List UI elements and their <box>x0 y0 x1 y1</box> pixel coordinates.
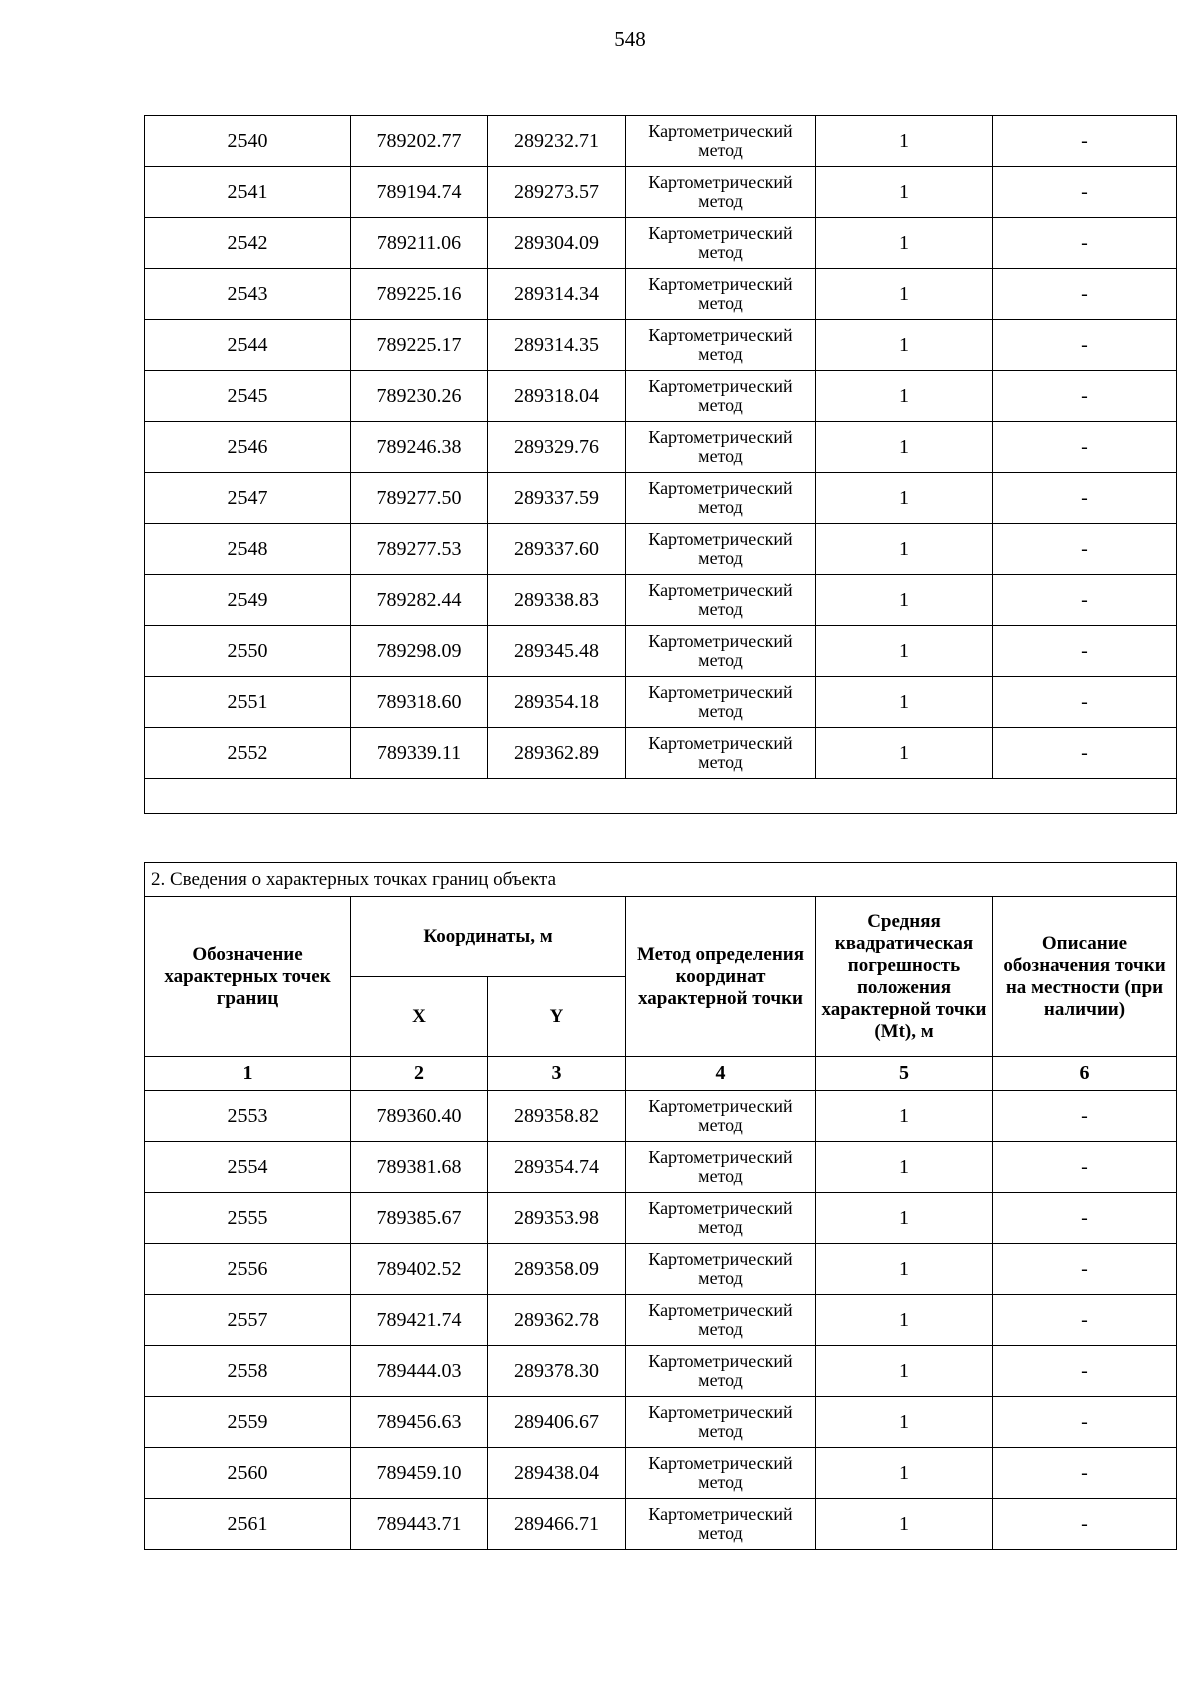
point-id-cell: 2543 <box>145 269 351 320</box>
method-text: Картометрический <box>648 427 793 447</box>
coordinates-table-continued <box>144 115 1177 814</box>
method-cell <box>626 524 816 575</box>
table-row <box>145 473 1177 524</box>
method-cell <box>626 218 816 269</box>
x-coordinate-cell: 789211.06 <box>351 218 488 269</box>
y-coordinate-cell: 289329.76 <box>488 422 626 473</box>
table-row <box>145 1142 1177 1193</box>
x-coordinate-cell: 789225.16 <box>351 269 488 320</box>
method-text: метод <box>698 1523 743 1543</box>
x-coordinate-cell: 789444.03 <box>351 1346 488 1397</box>
section-title: 2. Сведения о характерных точках границ объекта <box>145 863 1177 897</box>
x-coordinate-cell: 789443.71 <box>351 1499 488 1550</box>
table-row <box>145 728 1177 779</box>
description-cell: - <box>993 626 1177 677</box>
y-coordinate-cell: 289362.78 <box>488 1295 626 1346</box>
accuracy-cell: 1 <box>816 422 993 473</box>
point-id-cell: 2541 <box>145 167 351 218</box>
y-coordinate-cell: 289353.98 <box>488 1193 626 1244</box>
point-id-cell: 2557 <box>145 1295 351 1346</box>
point-id-cell: 2550 <box>145 626 351 677</box>
accuracy-cell: 1 <box>816 1295 993 1346</box>
accuracy-cell: 1 <box>816 167 993 218</box>
empty-cell <box>145 779 1177 814</box>
method-text: Картометрический <box>648 1198 793 1218</box>
point-id-cell: 2561 <box>145 1499 351 1550</box>
x-coordinate-cell: 789298.09 <box>351 626 488 677</box>
method-cell <box>626 1244 816 1295</box>
accuracy-cell: 1 <box>816 320 993 371</box>
method-text: Картометрический <box>648 325 793 345</box>
column-number: 2 <box>351 1057 488 1091</box>
description-cell: - <box>993 1091 1177 1142</box>
page-number: 548 <box>614 27 646 51</box>
x-coordinate-cell: 789385.67 <box>351 1193 488 1244</box>
y-coordinate-cell: 289273.57 <box>488 167 626 218</box>
header-accuracy: Средняя квадратическая погрешность положения характерной точки (Mt), м <box>816 897 993 1057</box>
point-id-cell: 2552 <box>145 728 351 779</box>
y-coordinate-cell: 289318.04 <box>488 371 626 422</box>
method-text: метод <box>698 548 743 568</box>
x-coordinate-cell: 789360.40 <box>351 1091 488 1142</box>
column-number: 5 <box>816 1057 993 1091</box>
method-cell <box>626 1448 816 1499</box>
method-cell <box>626 1397 816 1448</box>
column-number: 1 <box>145 1057 351 1091</box>
y-coordinate-cell: 289345.48 <box>488 626 626 677</box>
description-cell: - <box>993 473 1177 524</box>
method-text: метод <box>698 242 743 262</box>
y-coordinate-cell: 289232.71 <box>488 116 626 167</box>
characteristic-points-table <box>144 862 1177 1550</box>
point-id-cell: 2559 <box>145 1397 351 1448</box>
accuracy-cell: 1 <box>816 116 993 167</box>
table-row <box>145 1448 1177 1499</box>
x-coordinate-cell: 789402.52 <box>351 1244 488 1295</box>
accuracy-cell: 1 <box>816 1193 993 1244</box>
method-text: метод <box>698 293 743 313</box>
y-coordinate-cell: 289358.82 <box>488 1091 626 1142</box>
method-text: метод <box>698 1472 743 1492</box>
method-cell <box>626 677 816 728</box>
method-text: Картометрический <box>648 1504 793 1524</box>
method-text: метод <box>698 1115 743 1135</box>
y-coordinate-cell: 289314.34 <box>488 269 626 320</box>
characteristic-points-body <box>145 1091 1177 1550</box>
method-cell <box>626 371 816 422</box>
method-text: Картометрический <box>648 682 793 702</box>
table-row <box>145 1499 1177 1550</box>
point-id-cell: 2540 <box>145 116 351 167</box>
x-coordinate-cell: 789381.68 <box>351 1142 488 1193</box>
x-coordinate-cell: 789230.26 <box>351 371 488 422</box>
description-cell: - <box>993 1142 1177 1193</box>
point-id-cell: 2547 <box>145 473 351 524</box>
accuracy-cell: 1 <box>816 677 993 728</box>
method-cell <box>626 1499 816 1550</box>
table-row <box>145 269 1177 320</box>
table-row <box>145 1295 1177 1346</box>
table-row <box>145 575 1177 626</box>
table-row <box>145 116 1177 167</box>
method-text: Картометрический <box>648 1453 793 1473</box>
accuracy-cell: 1 <box>816 1346 993 1397</box>
description-cell: - <box>993 1397 1177 1448</box>
method-cell <box>626 1295 816 1346</box>
description-cell: - <box>993 677 1177 728</box>
x-coordinate-cell: 789246.38 <box>351 422 488 473</box>
description-cell: - <box>993 728 1177 779</box>
y-coordinate-cell: 289354.18 <box>488 677 626 728</box>
method-text: метод <box>698 446 743 466</box>
description-cell: - <box>993 1346 1177 1397</box>
x-coordinate-cell: 789339.11 <box>351 728 488 779</box>
table-header <box>145 863 1177 1091</box>
y-coordinate-cell: 289438.04 <box>488 1448 626 1499</box>
column-numbers-row <box>145 1057 1177 1091</box>
accuracy-cell: 1 <box>816 371 993 422</box>
description-cell: - <box>993 1244 1177 1295</box>
method-text: Картометрический <box>648 376 793 396</box>
y-coordinate-cell: 289338.83 <box>488 575 626 626</box>
table-row <box>145 320 1177 371</box>
table-row <box>145 167 1177 218</box>
table-row <box>145 1346 1177 1397</box>
method-text: Картометрический <box>648 274 793 294</box>
empty-row <box>145 779 1177 814</box>
method-text: метод <box>698 752 743 772</box>
method-cell <box>626 167 816 218</box>
method-cell <box>626 422 816 473</box>
header-description: Описание обозначения точки на местности (при наличии) <box>993 897 1177 1057</box>
x-coordinate-cell: 789459.10 <box>351 1448 488 1499</box>
description-cell: - <box>993 422 1177 473</box>
point-id-cell: 2549 <box>145 575 351 626</box>
point-id-cell: 2551 <box>145 677 351 728</box>
method-text: метод <box>698 140 743 160</box>
y-coordinate-cell: 289362.89 <box>488 728 626 779</box>
accuracy-cell: 1 <box>816 524 993 575</box>
description-cell: - <box>993 1499 1177 1550</box>
table-row <box>145 626 1177 677</box>
method-cell <box>626 473 816 524</box>
point-id-cell: 2555 <box>145 1193 351 1244</box>
y-coordinate-cell: 289337.60 <box>488 524 626 575</box>
header-coordinates: Координаты, м <box>351 897 626 977</box>
point-id-cell: 2544 <box>145 320 351 371</box>
method-text: метод <box>698 650 743 670</box>
method-text: метод <box>698 1166 743 1186</box>
method-cell <box>626 269 816 320</box>
method-text: Картометрический <box>648 1096 793 1116</box>
accuracy-cell: 1 <box>816 728 993 779</box>
x-coordinate-cell: 789277.50 <box>351 473 488 524</box>
y-coordinate-cell: 289358.09 <box>488 1244 626 1295</box>
accuracy-cell: 1 <box>816 1142 993 1193</box>
x-coordinate-cell: 789282.44 <box>351 575 488 626</box>
table-row <box>145 422 1177 473</box>
method-cell <box>626 320 816 371</box>
accuracy-cell: 1 <box>816 1244 993 1295</box>
method-text: Картометрический <box>648 1300 793 1320</box>
method-text: Картометрический <box>648 1402 793 1422</box>
point-id-cell: 2556 <box>145 1244 351 1295</box>
method-text: Картометрический <box>648 580 793 600</box>
method-cell <box>626 575 816 626</box>
accuracy-cell: 1 <box>816 473 993 524</box>
table-row <box>145 677 1177 728</box>
method-text: метод <box>698 344 743 364</box>
description-cell: - <box>993 320 1177 371</box>
point-id-cell: 2554 <box>145 1142 351 1193</box>
method-text: метод <box>698 395 743 415</box>
column-number: 4 <box>626 1057 816 1091</box>
y-coordinate-cell: 289466.71 <box>488 1499 626 1550</box>
method-text: метод <box>698 497 743 517</box>
y-coordinate-cell: 289406.67 <box>488 1397 626 1448</box>
method-text: Картометрический <box>648 631 793 651</box>
method-text: Картометрический <box>648 121 793 141</box>
accuracy-cell: 1 <box>816 1499 993 1550</box>
x-coordinate-cell: 789318.60 <box>351 677 488 728</box>
x-coordinate-cell: 789225.17 <box>351 320 488 371</box>
header-x: X <box>351 977 488 1057</box>
x-coordinate-cell: 789202.77 <box>351 116 488 167</box>
method-text: метод <box>698 1217 743 1237</box>
y-coordinate-cell: 289354.74 <box>488 1142 626 1193</box>
method-text: метод <box>698 191 743 211</box>
header-method: Метод определения координат характерной точки <box>626 897 816 1057</box>
table-row <box>145 1397 1177 1448</box>
accuracy-cell: 1 <box>816 218 993 269</box>
method-text: Картометрический <box>648 733 793 753</box>
method-text: Картометрический <box>648 529 793 549</box>
description-cell: - <box>993 1448 1177 1499</box>
description-cell: - <box>993 218 1177 269</box>
point-id-cell: 2542 <box>145 218 351 269</box>
column-number: 6 <box>993 1057 1177 1091</box>
table-row <box>145 524 1177 575</box>
method-text: метод <box>698 1370 743 1390</box>
method-text: Картометрический <box>648 1249 793 1269</box>
y-coordinate-cell: 289378.30 <box>488 1346 626 1397</box>
method-text: метод <box>698 1421 743 1441</box>
point-id-cell: 2546 <box>145 422 351 473</box>
description-cell: - <box>993 116 1177 167</box>
x-coordinate-cell: 789421.74 <box>351 1295 488 1346</box>
accuracy-cell: 1 <box>816 269 993 320</box>
accuracy-cell: 1 <box>816 1448 993 1499</box>
method-text: метод <box>698 1268 743 1288</box>
accuracy-cell: 1 <box>816 1397 993 1448</box>
y-coordinate-cell: 289304.09 <box>488 218 626 269</box>
y-coordinate-cell: 289337.59 <box>488 473 626 524</box>
x-coordinate-cell: 789456.63 <box>351 1397 488 1448</box>
description-cell: - <box>993 269 1177 320</box>
description-cell: - <box>993 167 1177 218</box>
accuracy-cell: 1 <box>816 1091 993 1142</box>
x-coordinate-cell: 789194.74 <box>351 167 488 218</box>
method-cell <box>626 1193 816 1244</box>
method-text: Картометрический <box>648 478 793 498</box>
method-text: Картометрический <box>648 1147 793 1167</box>
point-id-cell: 2553 <box>145 1091 351 1142</box>
table-row <box>145 1091 1177 1142</box>
x-coordinate-cell: 789277.53 <box>351 524 488 575</box>
description-cell: - <box>993 1193 1177 1244</box>
table-row <box>145 1244 1177 1295</box>
header-point-designation: Обозначение характерных точек границ <box>145 897 351 1057</box>
description-cell: - <box>993 371 1177 422</box>
coordinates-table-body <box>145 116 1177 814</box>
method-text: метод <box>698 701 743 721</box>
table-row <box>145 218 1177 269</box>
point-id-cell: 2560 <box>145 1448 351 1499</box>
method-text: Картометрический <box>648 172 793 192</box>
description-cell: - <box>993 1295 1177 1346</box>
method-cell <box>626 116 816 167</box>
method-cell <box>626 626 816 677</box>
table-row <box>145 371 1177 422</box>
y-coordinate-cell: 289314.35 <box>488 320 626 371</box>
column-number: 3 <box>488 1057 626 1091</box>
accuracy-cell: 1 <box>816 626 993 677</box>
method-cell <box>626 1142 816 1193</box>
method-cell <box>626 728 816 779</box>
point-id-cell: 2548 <box>145 524 351 575</box>
table-row <box>145 1193 1177 1244</box>
description-cell: - <box>993 524 1177 575</box>
method-text: метод <box>698 599 743 619</box>
description-cell: - <box>993 575 1177 626</box>
method-text: метод <box>698 1319 743 1339</box>
method-text: Картометрический <box>648 1351 793 1371</box>
method-text: Картометрический <box>648 223 793 243</box>
header-y: Y <box>488 977 626 1057</box>
point-id-cell: 2558 <box>145 1346 351 1397</box>
point-id-cell: 2545 <box>145 371 351 422</box>
method-cell <box>626 1091 816 1142</box>
method-cell <box>626 1346 816 1397</box>
accuracy-cell: 1 <box>816 575 993 626</box>
